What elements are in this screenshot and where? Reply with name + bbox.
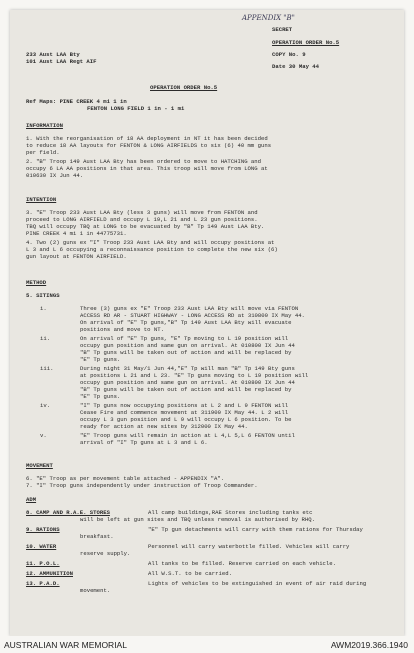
document-page [10, 10, 404, 636]
adm-item-text: All camp buildings,RAE Stores including tanks etc [148, 509, 313, 516]
sitings-item-line: positions and move to NT. [80, 326, 164, 333]
order-date: Date 30 May 44 [272, 63, 319, 70]
intention-line: L 3 and L 6 occupying a reconnaissance position to complete the new six (6) [26, 246, 278, 253]
adm-item-text: All tanks to be filled. Reserve carried on each vehicle. [148, 560, 336, 567]
heading-method: METHOD [26, 279, 47, 286]
sitings-item-line: On arrival of "E" Tp guns,"B" Tp 149 Aust LAA Bty will evacuate [80, 319, 292, 326]
sitings-item-line: occupy gun position and same gun on arrival. At 010800 IX Jun 44 [80, 379, 295, 386]
sitings-item-line: ACCESS RD AR - STUART HIGHWAY - LONG ACCESS RD at 310800 IX May 44. [80, 312, 305, 319]
information-line: occupy 6 LA AA positions in that area. This troop will move from LONG at [26, 165, 268, 172]
movement-line: 7. "I" Troop guns independently under instruction of Troop Commander. [26, 482, 258, 489]
adm-item-label: 8. CAMP AND R.A.E. STORES [26, 509, 110, 516]
heading-information: INFORMATION [26, 122, 63, 129]
ref-maps-line-1: Ref Maps: PINE CREEK 4 mi 1 in [26, 98, 127, 105]
information-line: to reduce 18 AA layouts for FENTON & LONG AIRFIELDS to six (6) 40 mm guns [26, 142, 272, 149]
adm-item-text: "E" Tp gun detachments will carry with them rations for Thursday [148, 526, 363, 533]
adm-item-continuation: reserve supply. [80, 550, 131, 557]
sitings-item-line: at positions L 21 and L 23. "E" Tp guns moving to L 19 position will [80, 372, 309, 379]
sitings-item-line: Cease Fire and commence movement at 311900 IX May 44. L 2 will [80, 409, 289, 416]
sub-heading-sitings: 5. SITINGS [26, 292, 60, 299]
adm-item-continuation: will be left at gun sites and TBQ unless removal is authorised by RHQ. [80, 516, 315, 523]
sitings-item-line: arrival of "I" Tp guns at L 3 and L 6. [80, 439, 208, 446]
intention-line: gun layout at FENTON AIRFIELD. [26, 253, 127, 260]
sitings-item-line: occupy gun position and same gun on arrival. At 010800 IX Jun 44 [80, 342, 295, 349]
sitings-item-line: "E" Troop guns will remain in action at L 4,L 5,L 6 FENTON until [80, 432, 295, 439]
adm-item-continuation: breakfast. [80, 533, 114, 540]
sitings-item-number: ii. [40, 335, 51, 342]
sitings-item-line: "E" Tp guns. [80, 356, 121, 363]
intention-line: TBQ will occupy TBQ at LONG to be evacuated by "B" Tp 149 Aust LAA Bty. [26, 223, 265, 230]
copy-number: COPY No. 9 [272, 51, 306, 58]
information-line: 010630 IX Jun 44. [26, 172, 84, 179]
adm-item-label: 9. RATIONS [26, 526, 60, 533]
adm-item-text: Personnel will carry waterbottle filled. Vehicles will carry [148, 543, 350, 550]
heading-movement: MOVEMENT [26, 462, 53, 469]
adm-item-label: 13. P.A.D. [26, 580, 60, 587]
sitings-item-number: iii. [40, 365, 54, 372]
footer-source: AUSTRALIAN WAR MEMORIAL [4, 640, 127, 650]
adm-item-text: Lights of vehicles to be extinguished in event of air raid during [148, 580, 367, 587]
sitings-item-number: i. [40, 305, 47, 312]
unit-line-1: 233 Aust LAA Bty [26, 51, 80, 58]
sitings-item-line: ready for action at new sites by 312000 IX May 44. [80, 423, 248, 430]
intention-line: 4. Two (2) guns ex "I" Troop 233 Aust LAA Bty and will occupy positions at [26, 239, 275, 246]
sitings-item-line: "B" Tp guns will be taken out of action and will be replaced by [80, 349, 292, 356]
footer-accession-number: AWM2019.366.1940 [330, 640, 408, 650]
sitings-item-line: Three (3) guns ex "E" Troop 233 Aust LAA Bty will move via FENTON [80, 305, 299, 312]
sitings-item-line: "B" Tp guns will be taken out of action and will be replaced by [80, 386, 292, 393]
sitings-item-line: "I" Tp guns now occupying positions at L 2 and L 9 FENTON will [80, 402, 289, 409]
footer [0, 636, 414, 653]
unit-line-2: 101 Aust LAA Regt AIF [26, 58, 97, 65]
handwritten-annotation: APPENDIX "B" [242, 14, 295, 22]
sitings-item-number: iv. [40, 402, 51, 409]
adm-item-continuation: movement. [80, 587, 111, 594]
classification: SECRET [272, 26, 293, 33]
document-title: OPERATION ORDER No.5 [150, 84, 218, 91]
adm-item-text: All W.S.T. to be carried. [148, 570, 232, 577]
intention-line: proceed to LONG AIRFIELD and occupy L 19,L 21 and L 23 gun positions. [26, 216, 258, 223]
information-line: per field. [26, 149, 60, 156]
adm-item-label: 11. P.O.L. [26, 560, 60, 567]
intention-line: PINE CREEK 4 mi 1 in 44775731. [26, 230, 127, 237]
sitings-item-line: occupy L 3 gun position and L 9 will occupy L 6 position. To be [80, 416, 292, 423]
heading-intention: INTENTION [26, 196, 57, 203]
adm-item-label: 12. AMMUNITION [26, 570, 73, 577]
adm-item-label: 10. WATER [26, 543, 57, 550]
sitings-item-line: On arrival of "E" Tp guns, "E" Tp moving to L 19 position will [80, 335, 289, 342]
intention-line: 3. "E" Troop 233 Aust LAA Bty (less 3 guns) will move from FENTON and [26, 209, 258, 216]
heading-adm: ADM [26, 496, 37, 503]
information-line: 1. With the reorganisation of 18 AA deployment in NT it has been decided [26, 135, 268, 142]
information-line: 2. "B" Troop 149 Aust LAA Bty has been ordered to move to HATCHING and [26, 158, 261, 165]
order-reference: OPERATION ORDER No.5 [272, 39, 340, 46]
sitings-item-line: During night 31 May/1 Jun 44,"E" Tp will man "B" Tp 149 Bty guns [80, 365, 295, 372]
sitings-item-number: v. [40, 432, 47, 439]
ref-maps-line-2: FENTON LONG FIELD 1 in - 1 mi [87, 105, 185, 112]
sitings-item-line: "E" Tp guns. [80, 393, 121, 400]
movement-line: 6. "E" Troop as per movement table attached - APPENDIX "A". [26, 475, 225, 482]
